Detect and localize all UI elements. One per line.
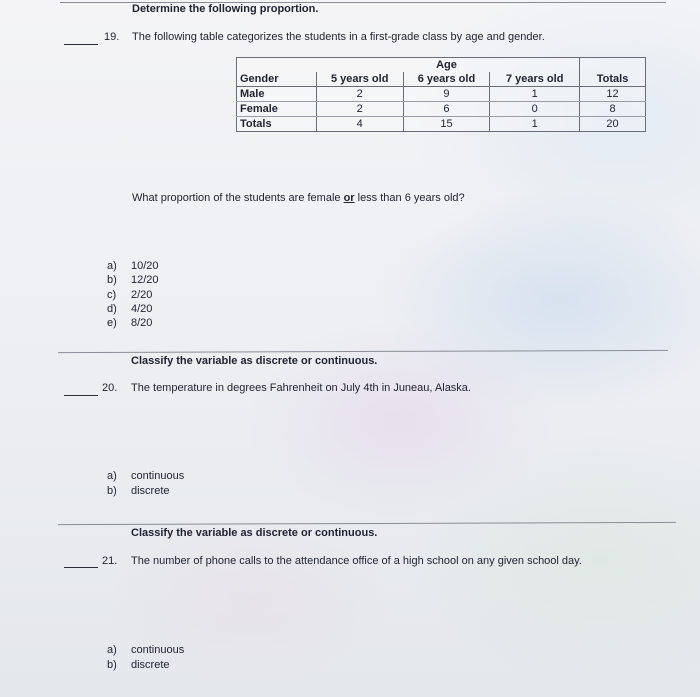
table-cell: 12 xyxy=(580,87,646,102)
section-heading-variable-20: Classify the variable as discrete or continuous. xyxy=(131,355,378,367)
option-19-c[interactable]: 2/20 xyxy=(131,289,153,301)
question-prompt-19: The following table categorizes the students in a first-grade class by age and gender. xyxy=(132,31,545,43)
option-letter: b) xyxy=(107,485,117,497)
column-header-7-years: 7 years old xyxy=(490,72,580,87)
option-letter: b) xyxy=(107,274,117,286)
table-cell: 2 xyxy=(316,87,403,102)
row-label-male: Male xyxy=(237,87,317,102)
answer-blank-21[interactable] xyxy=(64,567,98,568)
section-heading-proportion: Determine the following proportion. xyxy=(132,3,319,15)
table-row xyxy=(237,117,646,132)
question-19-text-post: less than 6 years old? xyxy=(354,192,465,204)
answer-blank-19[interactable] xyxy=(64,44,98,45)
option-21-b[interactable]: discrete xyxy=(131,659,170,671)
answer-blank-20[interactable] xyxy=(64,395,98,396)
table-cell: 9 xyxy=(403,87,490,102)
table-cell: 1 xyxy=(490,117,580,132)
option-21-a[interactable]: continuous xyxy=(131,644,185,656)
section-divider xyxy=(58,522,676,525)
column-header-totals: Totals xyxy=(580,72,646,87)
option-letter: a) xyxy=(107,470,117,482)
option-19-d[interactable]: 4/20 xyxy=(131,303,153,315)
option-letter: d) xyxy=(107,303,117,315)
column-header-gender: Gender xyxy=(237,72,317,87)
emphasis-or: or xyxy=(343,192,355,204)
option-letter: c) xyxy=(107,289,117,301)
table-cell: 4 xyxy=(316,117,403,132)
option-19-e[interactable]: 8/20 xyxy=(131,317,153,329)
table-cell: 2 xyxy=(316,102,403,117)
table-cell: 8 xyxy=(580,102,646,117)
option-19-a[interactable]: 10/20 xyxy=(131,260,159,272)
row-label-female: Female xyxy=(237,102,317,117)
table-cell: 20 xyxy=(580,117,646,132)
column-header-5-years: 5 years old xyxy=(316,72,403,87)
age-gender-table xyxy=(236,57,646,132)
table-corner xyxy=(237,58,317,73)
question-number-21: 21. xyxy=(102,555,118,567)
option-19-b[interactable]: 12/20 xyxy=(131,274,159,286)
table-row xyxy=(237,87,646,102)
question-prompt-20: The temperature in degrees Fahrenheit on July 4th in Juneau, Alaska. xyxy=(131,382,471,394)
table-cell: 6 xyxy=(403,102,490,117)
option-letter: e) xyxy=(107,317,117,329)
option-20-a[interactable]: continuous xyxy=(131,470,185,482)
table-row xyxy=(237,102,646,117)
question-19-text-pre: What proportion of the students are female xyxy=(132,192,344,204)
table-cell: 0 xyxy=(490,102,580,117)
option-letter: a) xyxy=(107,260,117,272)
option-letter: a) xyxy=(107,644,117,656)
table-cell: 1 xyxy=(490,87,580,102)
age-header: Age xyxy=(403,58,490,73)
question-19-text xyxy=(132,192,465,204)
option-20-b[interactable]: discrete xyxy=(131,485,170,497)
table-cell: 15 xyxy=(403,117,490,132)
section-divider xyxy=(58,350,668,353)
question-number-19: 19. xyxy=(104,31,120,43)
option-letter: b) xyxy=(107,659,117,671)
row-label-totals: Totals xyxy=(237,117,317,132)
column-header-6-years: 6 years old xyxy=(403,72,490,87)
section-heading-variable-21: Classify the variable as discrete or continuous. xyxy=(131,527,378,539)
question-prompt-21: The number of phone calls to the attendance office of a high school on any given school day. xyxy=(131,555,582,567)
question-number-20: 20. xyxy=(102,382,118,394)
